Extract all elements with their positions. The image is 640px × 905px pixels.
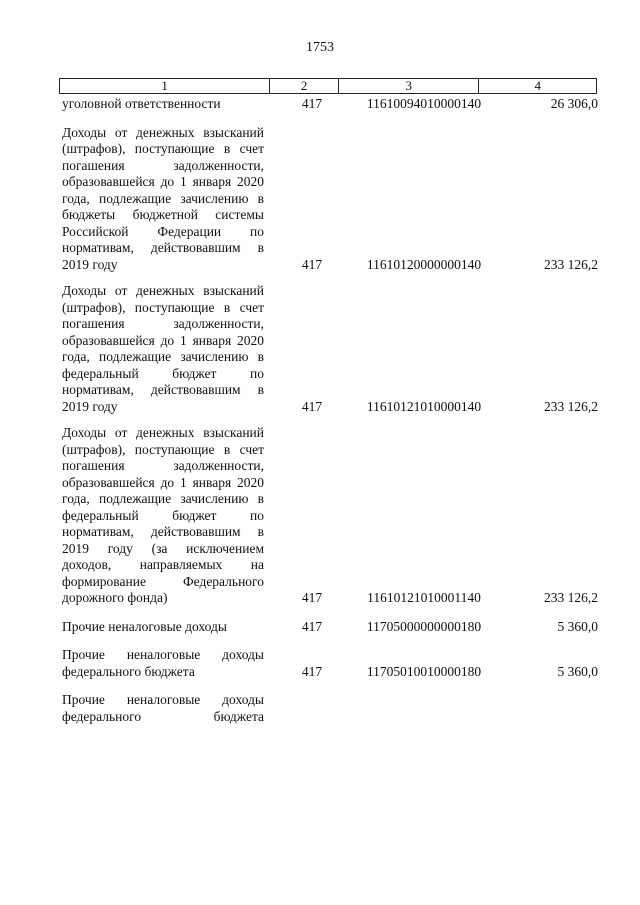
- row-name: Прочие неналоговые доходы федерального бюджета: [62, 692, 264, 724]
- row-budget-code: 11705010010000180: [366, 663, 482, 679]
- table-row: [62, 692, 598, 725]
- row-name: Доходы от денежных взысканий (штрафов), поступающие в счет погашения задолженности, образовавшейся до 1 января 2020 года, подлежащие зачислению в федеральный бюджет по нормативам, действовавшим в 2019 году: [62, 283, 264, 414]
- row-name: уголовной ответственности: [62, 96, 221, 111]
- table-row: [62, 125, 598, 274]
- row-budget-code: 11705000000000180: [366, 618, 482, 634]
- table-row: [62, 283, 598, 415]
- row-amount: 233 126,2: [544, 590, 598, 605]
- row-name: Доходы от денежных взысканий (штрафов), поступающие в счет погашения задолженности, образовавшейся до 1 января 2020 года, подлежащие зачислению в федеральный бюджет по нормативам, действовавшим в 2019 году (за исключением доходов, направляемых на формирование Федерального дорожного фонда): [62, 425, 264, 605]
- row-admin-code: 417: [301, 96, 323, 111]
- row-admin-code: 417: [301, 618, 323, 634]
- row-budget-code: 11610121010000140: [366, 398, 482, 414]
- row-amount: 233 126,2: [544, 256, 598, 272]
- row-name: Прочие неналоговые доходы федерального бюджета: [62, 647, 264, 679]
- row-amount: 5 360,0: [557, 618, 598, 634]
- table-row: [62, 96, 598, 113]
- row-admin-code: 417: [301, 590, 323, 605]
- table-row: [62, 647, 598, 680]
- table-body: [62, 96, 598, 725]
- header-col-1: 1: [60, 79, 270, 93]
- table-row: [62, 619, 598, 636]
- row-amount: 233 126,2: [544, 398, 598, 414]
- row-amount: 26 306,0: [550, 96, 598, 111]
- header-col-3: 3: [339, 79, 479, 93]
- row-name: Прочие неналоговые доходы: [62, 618, 227, 634]
- row-amount: 5 360,0: [557, 663, 598, 679]
- row-budget-code: 11610121010001140: [367, 590, 481, 605]
- header-col-2: 2: [270, 79, 339, 93]
- header-col-4: 4: [534, 78, 541, 93]
- table-row: [62, 425, 598, 607]
- row-admin-code: 417: [301, 256, 323, 272]
- row-budget-code: 11610120000000140: [366, 256, 482, 272]
- table-header: [59, 78, 597, 94]
- row-name: Доходы от денежных взысканий (штрафов), поступающие в счет погашения задолженности, образовавшейся до 1 января 2020 года, подлежащие зачислению в бюджеты бюджетной системы Российской Федерации по нормативам, действовавшим в 2019 году: [62, 124, 264, 272]
- page-number: 1753: [306, 40, 334, 55]
- row-budget-code: 11610094010000140: [366, 96, 482, 111]
- row-admin-code: 417: [301, 663, 323, 679]
- row-admin-code: 417: [301, 398, 323, 414]
